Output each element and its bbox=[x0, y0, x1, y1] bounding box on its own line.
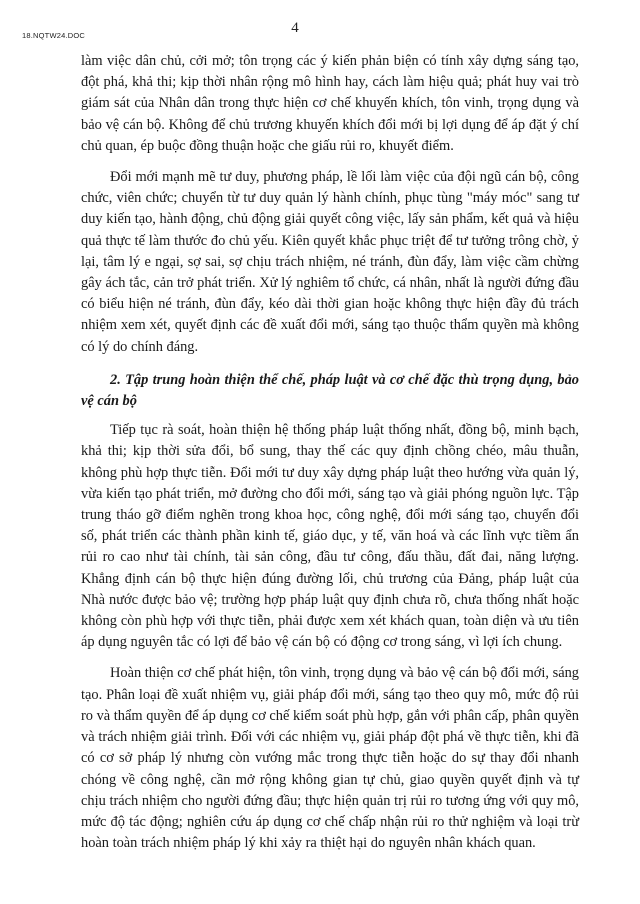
page-number: 4 bbox=[291, 20, 299, 36]
paragraph-3: Tiếp tục rà soát, hoàn thiện hệ thống pháp luật thống nhất, đồng bộ, minh bạch, khả thi; kịp thời sửa đổi, bổ sung, thay thế các quy định chồng chéo, mâu thuẫn, không phù hợp thực tiễn. Đổi mới tư duy xây dựng pháp luật theo hướng vừa quản lý, vừa kiến tạo phát triển, mở đường cho đổi mới, sáng tạo và giải phóng nguồn lực. Tập trung tháo gỡ điểm nghẽn trong khoa học, công nghệ, đổi mới sáng tạo, chuyển đổi số, phát triển các thành phần kinh tế, giáo dục, y tế, văn hoá và các lĩnh vực tiềm ẩn rủi ro cao như tài chính, tài sản công, đầu tư công, đấu thầu, đất đai, năng lượng. Khẳng định cán bộ thực hiện đúng đường lối, chủ trương của Đảng, pháp luật của Nhà nước được bảo vệ; trường hợp pháp luật quy định chưa rõ, chưa thống nhất hoặc không còn phù hợp với thực tiễn, phải được xem xét khách quan, toàn diện và ưu tiên áp dụng nguyên tắc có lợi để bảo vệ cán bộ có động cơ trong sáng, vì lợi ích chung. bbox=[81, 422, 579, 651]
paragraph-2: Đổi mới mạnh mẽ tư duy, phương pháp, lề lối làm việc của đội ngũ cán bộ, công chức, viên chức; chuyển từ tư duy quản lý hành chính, phục tùng "máy móc" sang tư duy kiến tạo, hành động, chủ động giải quyết công việc, lấy sản phẩm, kết quả và hiệu quả thực tế làm thước đo chủ yếu. Kiên quyết khắc phục triệt để tư tưởng trông chờ, ỷ lại, tâm lý e ngại, sợ sai, sợ chịu trách nhiệm, né tránh, đùn đẩy, làm việc cầm chừng gây ách tắc, cản trở phát triển. Xử lý nghiêm tổ chức, cá nhân, nhất là người đứng đầu có biểu hiện né tránh, đùn đẩy, kéo dài thời gian hoặc không thực hiện đầy đủ trách nhiệm xem xét, quyết định các đề xuất đổi mới, sáng tạo thuộc thẩm quyền mà không có lý do chính đáng. bbox=[81, 169, 579, 355]
file-name-label: 18.NQTW24.DOC bbox=[22, 31, 86, 40]
document-body bbox=[81, 51, 579, 854]
paragraph-1: làm việc dân chủ, cởi mở; tôn trọng các ý kiến phản biện có tính xây dựng sáng tạo, đột phá, khả thi; kịp thời nhân rộng mô hình hay, cách làm hiệu quả; phát huy vai trò giám sát của Nhân dân trong thực hiện cơ chế khuyến khích, tôn vinh, trọng dụng và bảo vệ cán bộ. Không để chủ trương khuyến khích đổi mới bị lợi dụng để áp đặt ý chí chủ quan, ép buộc đồng thuận hoặc che giấu rủi ro, khuyết điểm. bbox=[81, 53, 579, 154]
section-heading: 2. Tập trung hoàn thiện thể chế, pháp luật và cơ chế đặc thù trọng dụng, bảo vệ cán bộ bbox=[81, 371, 579, 410]
paragraph-4: Hoàn thiện cơ chế phát hiện, tôn vinh, trọng dụng và bảo vệ cán bộ đổi mới, sáng tạo. Phân loại đề xuất nhiệm vụ, giải pháp đổi mới, sáng tạo theo quy mô, mức độ rủi ro và thẩm quyền để áp dụng cơ chế kiểm soát phù hợp, gắn với phân cấp, phân quyền và trách nhiệm giải trình. Đối với các nhiệm vụ, giải pháp đột phá về thực tiễn, khi đã có cơ sở pháp lý nhưng còn vướng mắc trong thực tiễn hoặc do sự thay đổi nhanh chóng về công nghệ, cần mở rộng không gian tự chủ, giao quyền quyết định và tự chịu trách nhiệm cho người đứng đầu; thực hiện quản trị rủi ro tương ứng với quy mô, mức độ tác động; nghiên cứu áp dụng cơ chế chấp nhận rủi ro thử nghiệm và loại trừ hoàn toàn trách nhiệm pháp lý khi xảy ra thiệt hại do nguyên nhân khách quan. bbox=[81, 665, 579, 852]
